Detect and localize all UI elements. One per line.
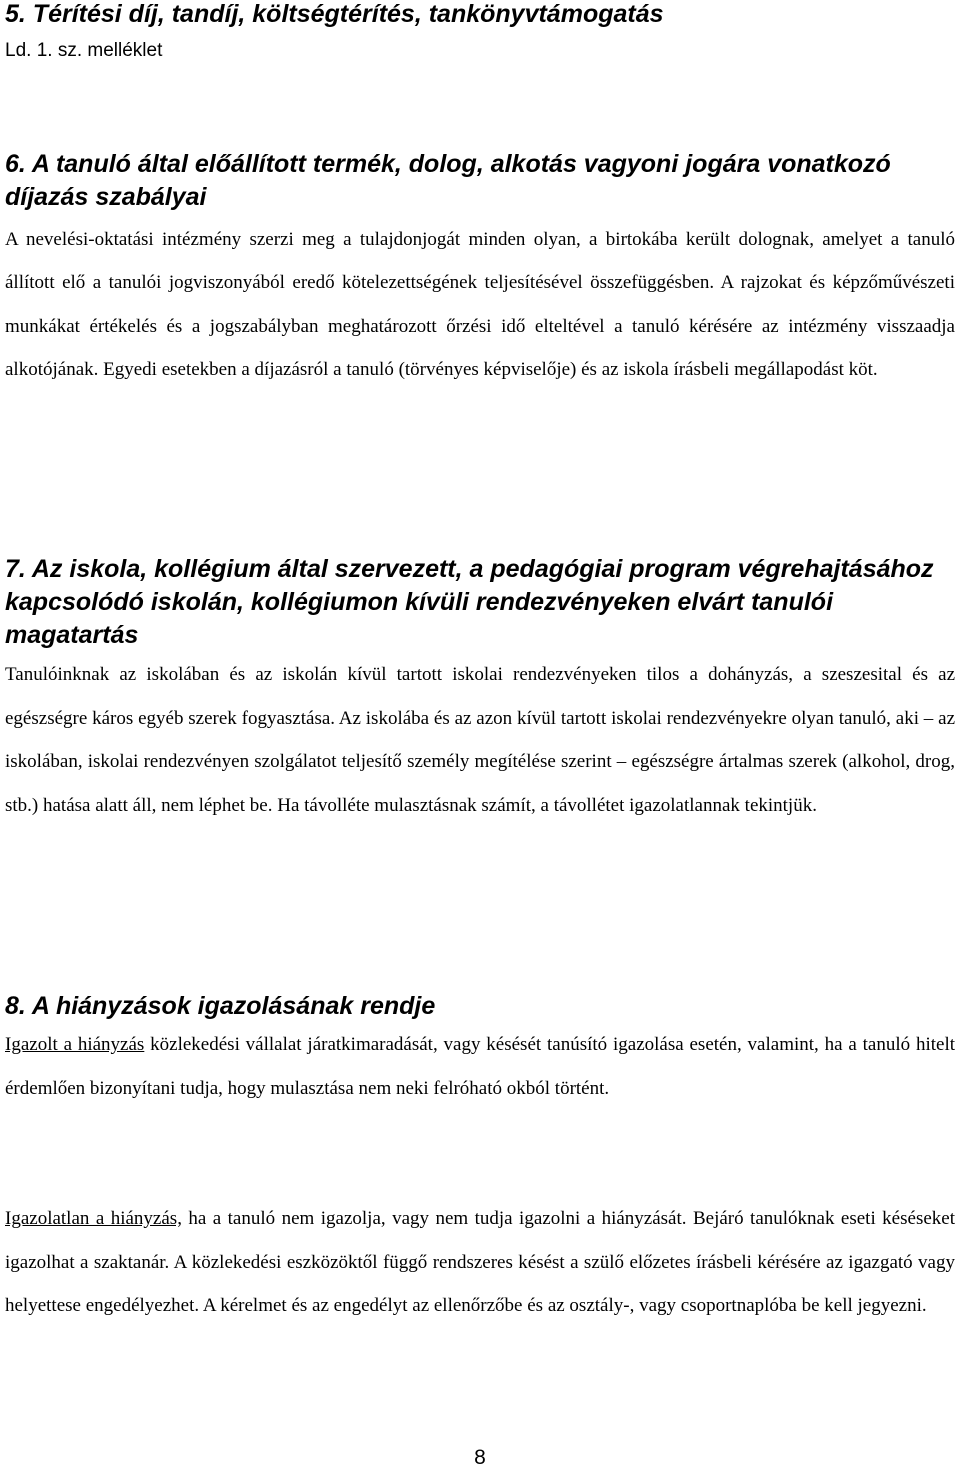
excused-absence-text: közlekedési vállalat járatkimaradását, vagy késését tanúsító igazolása esetén, valamint, ha a tanuló hitelt érdemlően bizonyítani tudja, hogy mulasztása nem neki felróható okból történt. [5,1034,956,1099]
section-8-unexcused-paragraph [5,1197,955,1328]
unexcused-absence-text: ha a tanuló nem igazolja, vagy nem tudja igazolni a hiányzását. Bejáró tanulóknak eseti késéseket igazolhat a szaktanár. A közlekedési eszközöktől függő rendszeres késést a szülő előzetes írásbeli kérésére az igazgató vagy helyettese engedélyezhet. A kérelmet és az engedélyt az ellenőrzőbe és az osztály-, vagy csoportnaplóba be kell jegyezni. [5,1208,955,1316]
section-7-heading: 7. Az iskola, kollégium által szervezett, a pedagógiai program végrehajtásához kapcsolódó iskolán, kollégiumon kívüli rendezvényeken elvárt tanulói magatartás [5,555,934,649]
excused-absence-term: Igazolt a hiányzás [5,1034,145,1055]
section-5-heading: 5. Térítési díj, tandíj, költségtérítés, tankönyvtámogatás [5,0,664,28]
section-8-excused-paragraph [5,1023,955,1110]
section-7-body: Tanulóinknak az iskolában és az iskolán kívül tartott iskolai rendezvényeken tilos a dohányzás, a szeszesital és az egészségre káros egyéb szerek fogyasztása. Az iskolába és az azon kívül tartott iskolai rendezvényekre olyan tanuló, aki – az iskolában, iskolai rendezvényen szolgálatot teljesítő személy megítélése szerint – egészségre ártalmas szerek (alkohol, drog, stb.) hatása alatt áll, nem léphet be. Ha távolléte mulasztásnak számít, a távollétet igazolatlannak tekintjük. [5,664,955,816]
section-6-heading: 6. A tanuló által előállított termék, dolog, alkotás vagyoni jogára vonatkozó díjazás szabályai [5,150,891,211]
unexcused-absence-term: Igazolatlan a hiányzás, [5,1208,182,1229]
section-5-reference: Ld. 1. sz. melléklet [5,40,163,61]
section-8-heading: 8. A hiányzások igazolásának rendje [5,992,436,1020]
section-6-body: A nevelési-oktatási intézmény szerzi meg a tulajdonjogát minden olyan, a birtokába került dolognak, amelyet a tanuló állított elő a tanulói jogviszonyából eredő kötelezettségének teljesítésével összefüggésben. A rajzokat és képzőművészeti munkákat értékelés és a jogszabályban meghatározott őrzési idő elteltével a tanuló kérésére az intézmény visszaadja alkotójának. Egyedi esetekben a díjazásról a tanuló (törvényes képviselője) és az iskola írásbeli megállapodást köt. [5,229,955,381]
page-number: 8 [474,1446,486,1469]
